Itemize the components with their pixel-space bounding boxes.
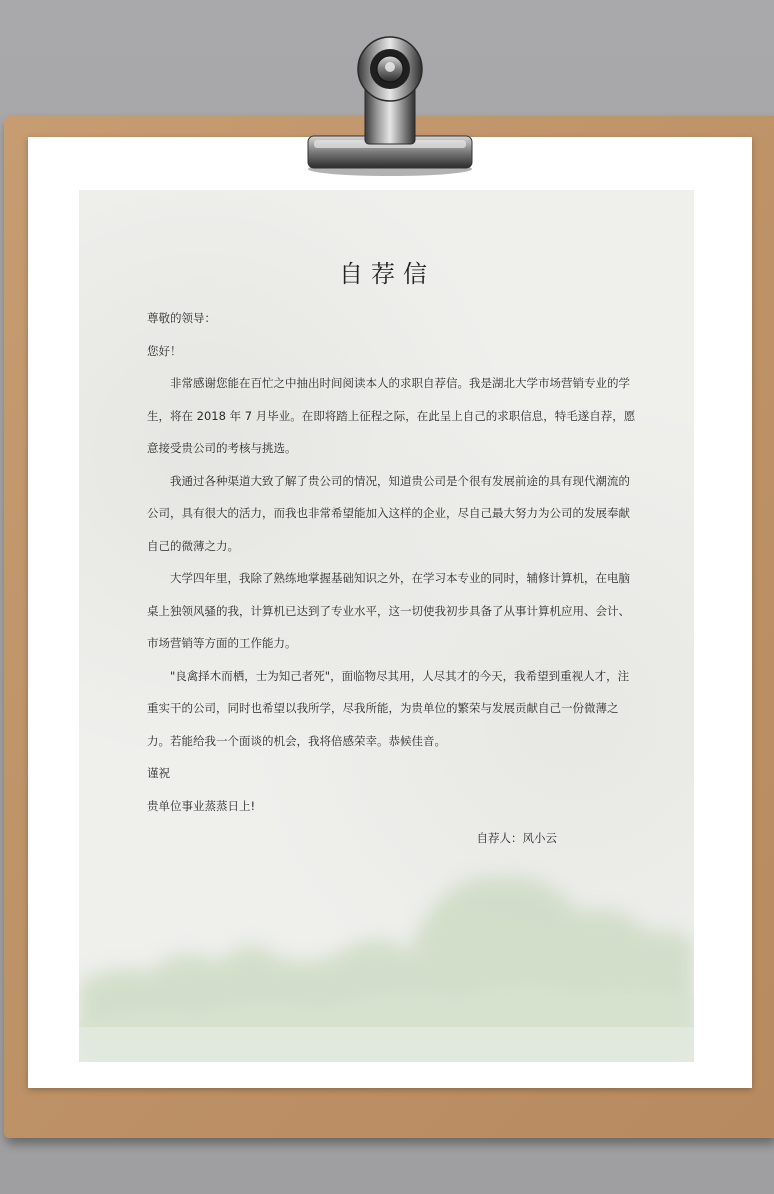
- signature: 自荐人：风小云: [476, 831, 557, 845]
- letter-body: [147, 302, 637, 855]
- closing-blessing: 贵单位事业蒸蒸日上!: [147, 798, 256, 813]
- ink-mountains-illustration: [79, 832, 694, 1062]
- binder-clip: [300, 24, 480, 179]
- letter-title: 自荐信: [339, 260, 435, 288]
- closing-wish: 谨祝: [147, 766, 170, 780]
- paragraph-intro: 非常感谢您能在百忙之中抽出时间阅读本人的求职自荐信。我是湖北大学市场营销专业的学生，将在 2018 年 7 月毕业。在即将踏上征程之际，在此呈上自己的求职信息，特毛遂自荐，愿意接受贵公司的考核与挑选。: [147, 376, 636, 455]
- greeting: 您好！: [147, 343, 182, 358]
- paragraph-closing: "良禽择木而栖，士为知己者死"，面临物尽其用，人尽其才的今天，我希望到重视人才，注重实干的公司，同时也希望以我所学，尽我所能，为贵单位的繁荣与发展贡献自己一份微薄之力。若能给我一个面谈的机会，我将倍感荣幸。恭候佳音。: [147, 668, 630, 748]
- paragraph-skills: 大学四年里，我除了熟练地掌握基础知识之外，在学习本专业的同时，辅修计算机，在电脑桌上独领风骚的我，计算机已达到了专业水平，这一切使我初步具备了从事计算机应用、会计、市场营销等方面的工作能力。: [147, 571, 630, 650]
- salutation: 尊敬的领导：: [147, 311, 216, 325]
- paragraph-company: 我通过各种渠道大致了解了贵公司的情况，知道贵公司是个很有发展前途的具有现代潮流的公司，具有很大的活力，而我也非常希望能加入这样的企业，尽自己最大努力为公司的发展奉献自己的微薄之力。: [147, 473, 630, 553]
